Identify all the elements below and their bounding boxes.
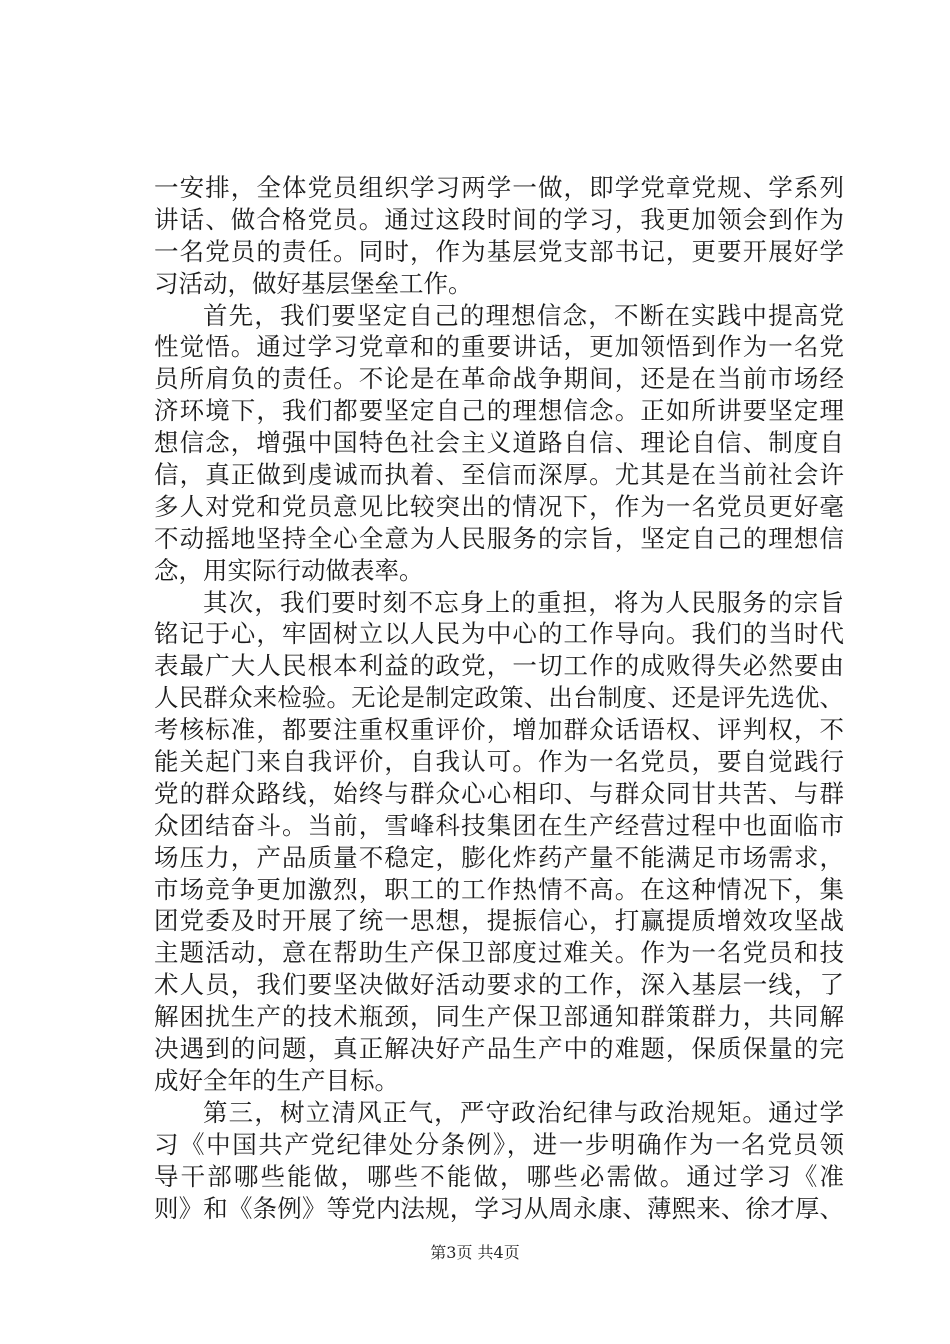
text-line: 想信念，增强中国特色社会主义道路自信、理论自信、制度自 bbox=[154, 428, 844, 458]
paragraph-4 bbox=[154, 1097, 844, 1225]
text-line: 能关起门来自我评价，自我认可。作为一名党员，要自觉践行 bbox=[154, 747, 844, 777]
text-line: 讲话、做合格党员。通过这段时间的学习，我更加领会到作为 bbox=[154, 204, 844, 234]
document-body bbox=[154, 172, 844, 1224]
text-line: 首先，我们要坚定自己的理想信念，不断在实践中提高党 bbox=[203, 300, 844, 330]
text-line: 一安排，全体党员组织学习两学一做，即学党章党规、学系列 bbox=[154, 173, 844, 202]
text-line: 主题活动，意在帮助生产保卫部度过难关。作为一名党员和技 bbox=[154, 938, 844, 968]
text-line: 导干部哪些能做，哪些不能做，哪些必需做。通过学习《准 bbox=[154, 1161, 844, 1191]
text-line: 铭记于心，牢固树立以人民为中心的工作导向。我们的当时代 bbox=[154, 619, 844, 649]
text-line: 术人员，我们要坚决做好活动要求的工作，深入基层一线，了 bbox=[154, 970, 844, 1000]
text-line: 多人对党和党员意见比较突出的情况下，作为一名党员更好毫 bbox=[154, 491, 844, 521]
page-footer: 第3页 共4页 bbox=[430, 1243, 520, 1262]
text-line: 表最广大人民根本利益的政党，一切工作的成败得失必然要由 bbox=[154, 651, 844, 681]
paragraph-1 bbox=[154, 172, 844, 300]
paragraph-3 bbox=[154, 587, 844, 1097]
text-line: 解困扰生产的技术瓶颈，同生产保卫部通知群策群力，共同解 bbox=[154, 1002, 844, 1032]
text-line: 场压力，产品质量不稳定，膨化炸药产量不能满足市场需求， bbox=[154, 842, 844, 872]
text-line: 习《中国共产党纪律处分条例》，进一步明确作为一名党员领 bbox=[154, 1129, 844, 1159]
paragraph-2 bbox=[154, 300, 844, 587]
text-line: 一名党员的责任。同时，作为基层党支部书记，更要开展好学 bbox=[154, 236, 844, 266]
text-line: 信，真正做到虔诚而执着、至信而深厚。尤其是在当前社会许 bbox=[154, 460, 844, 490]
text-line: 众团结奋斗。当前，雪峰科技集团在生产经营过程中也面临市 bbox=[154, 810, 844, 840]
text-line: 念，用实际行动做表率。 bbox=[154, 555, 424, 585]
text-line: 人民群众来检验。无论是制定政策、出台制度、还是评先选优、 bbox=[154, 683, 844, 713]
text-line: 市场竞争更加激烈，职工的工作热情不高。在这种情况下，集 bbox=[154, 874, 844, 904]
text-line: 成好全年的生产目标。 bbox=[154, 1065, 399, 1095]
text-line: 员所肩负的责任。不论是在革命战争期间，还是在当前市场经 bbox=[154, 364, 844, 394]
text-line: 则》和《条例》等党内法规，学习从周永康、薄熙来、徐才厚、 bbox=[154, 1193, 844, 1223]
text-line: 党的群众路线，始终与群众心心相印、与群众同甘共苦、与群 bbox=[154, 778, 844, 808]
text-line: 济环境下，我们都要坚定自己的理想信念。正如所讲要坚定理 bbox=[154, 396, 844, 426]
text-line: 团党委及时开展了统一思想，提振信心，打赢提质增效攻坚战 bbox=[154, 906, 844, 936]
text-line: 不动摇地坚持全心全意为人民服务的宗旨，坚定自己的理想信 bbox=[154, 523, 844, 553]
text-line: 第三，树立清风正气，严守政治纪律与政治规矩。通过学 bbox=[203, 1097, 844, 1127]
text-line: 性觉悟。通过学习党章和的重要讲话，更加领悟到作为一名党 bbox=[154, 332, 844, 362]
text-line: 其次，我们要时刻不忘身上的重担，将为人民服务的宗旨 bbox=[203, 587, 844, 617]
text-line: 决遇到的问题，真正解决好产品生产中的难题，保质保量的完 bbox=[154, 1034, 844, 1064]
text-line: 考核标准，都要注重权重评价，增加群众话语权、评判权，不 bbox=[154, 715, 844, 745]
text-line: 习活动，做好基层堡垒工作。 bbox=[154, 268, 473, 298]
